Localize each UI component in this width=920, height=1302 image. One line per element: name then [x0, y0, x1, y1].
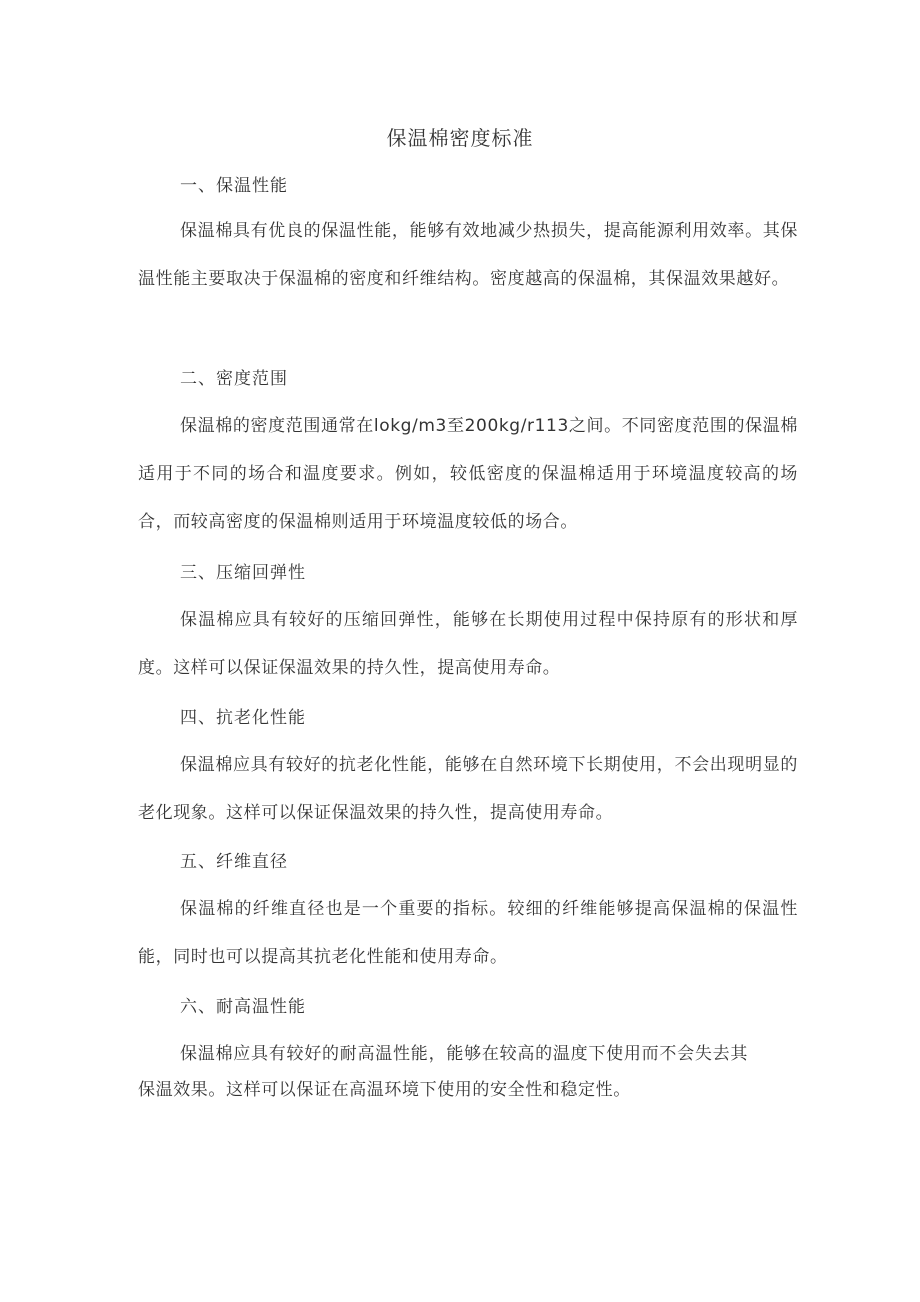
section-body-compression: 保温棉应具有较好的压缩回弹性，能够在长期使用过程中保持原有的形状和厚度。这样可以保证保温效果的持久性，提高使用寿命。	[138, 610, 798, 678]
document-title: 保温棉密度标准	[386, 126, 534, 150]
section-body-heat-resistance: 保温棉应具有较好的耐高温性能，能够在较高的温度下使用而不会失去其保温效果。这样可以保证在高温环境下使用的安全性和稳定性。	[138, 1044, 748, 1100]
section-heading-heat-resistance: 六、耐高温性能	[180, 997, 306, 1017]
section-body-fiber-diameter: 保温棉的纤维直径也是一个重要的指标。较细的纤维能够提高保温棉的保温性能，同时也可以提高其抗老化性能和使用寿命。	[138, 899, 798, 967]
section-heading-compression: 三、压缩回弹性	[180, 563, 306, 583]
section-heading-fiber-diameter: 五、纤维直径	[180, 852, 288, 872]
section-heading-anti-aging: 四、抗老化性能	[180, 708, 306, 728]
section-body-insulation: 保温棉具有优良的保温性能，能够有效地减少热损失，提高能源利用效率。其保温性能主要取决于保温棉的密度和纤维结构。密度越高的保温棉，其保温效果越好。	[138, 221, 798, 289]
section-body-anti-aging: 保温棉应具有较好的抗老化性能，能够在自然环境下长期使用，不会出现明显的老化现象。这样可以保证保温效果的持久性，提高使用寿命。	[138, 755, 798, 823]
section-body-density-range: 保温棉的密度范围通常在lokg/m3至200kg/r113之间。不同密度范围的保温棉适用于不同的场合和温度要求。例如，较低密度的保温棉适用于环境温度较高的场合，而较高密度的保温棉则适用于环境温度较低的场合。	[138, 416, 798, 532]
section-heading-insulation: 一、保温性能	[180, 176, 288, 196]
section-heading-density-range: 二、密度范围	[180, 369, 288, 389]
